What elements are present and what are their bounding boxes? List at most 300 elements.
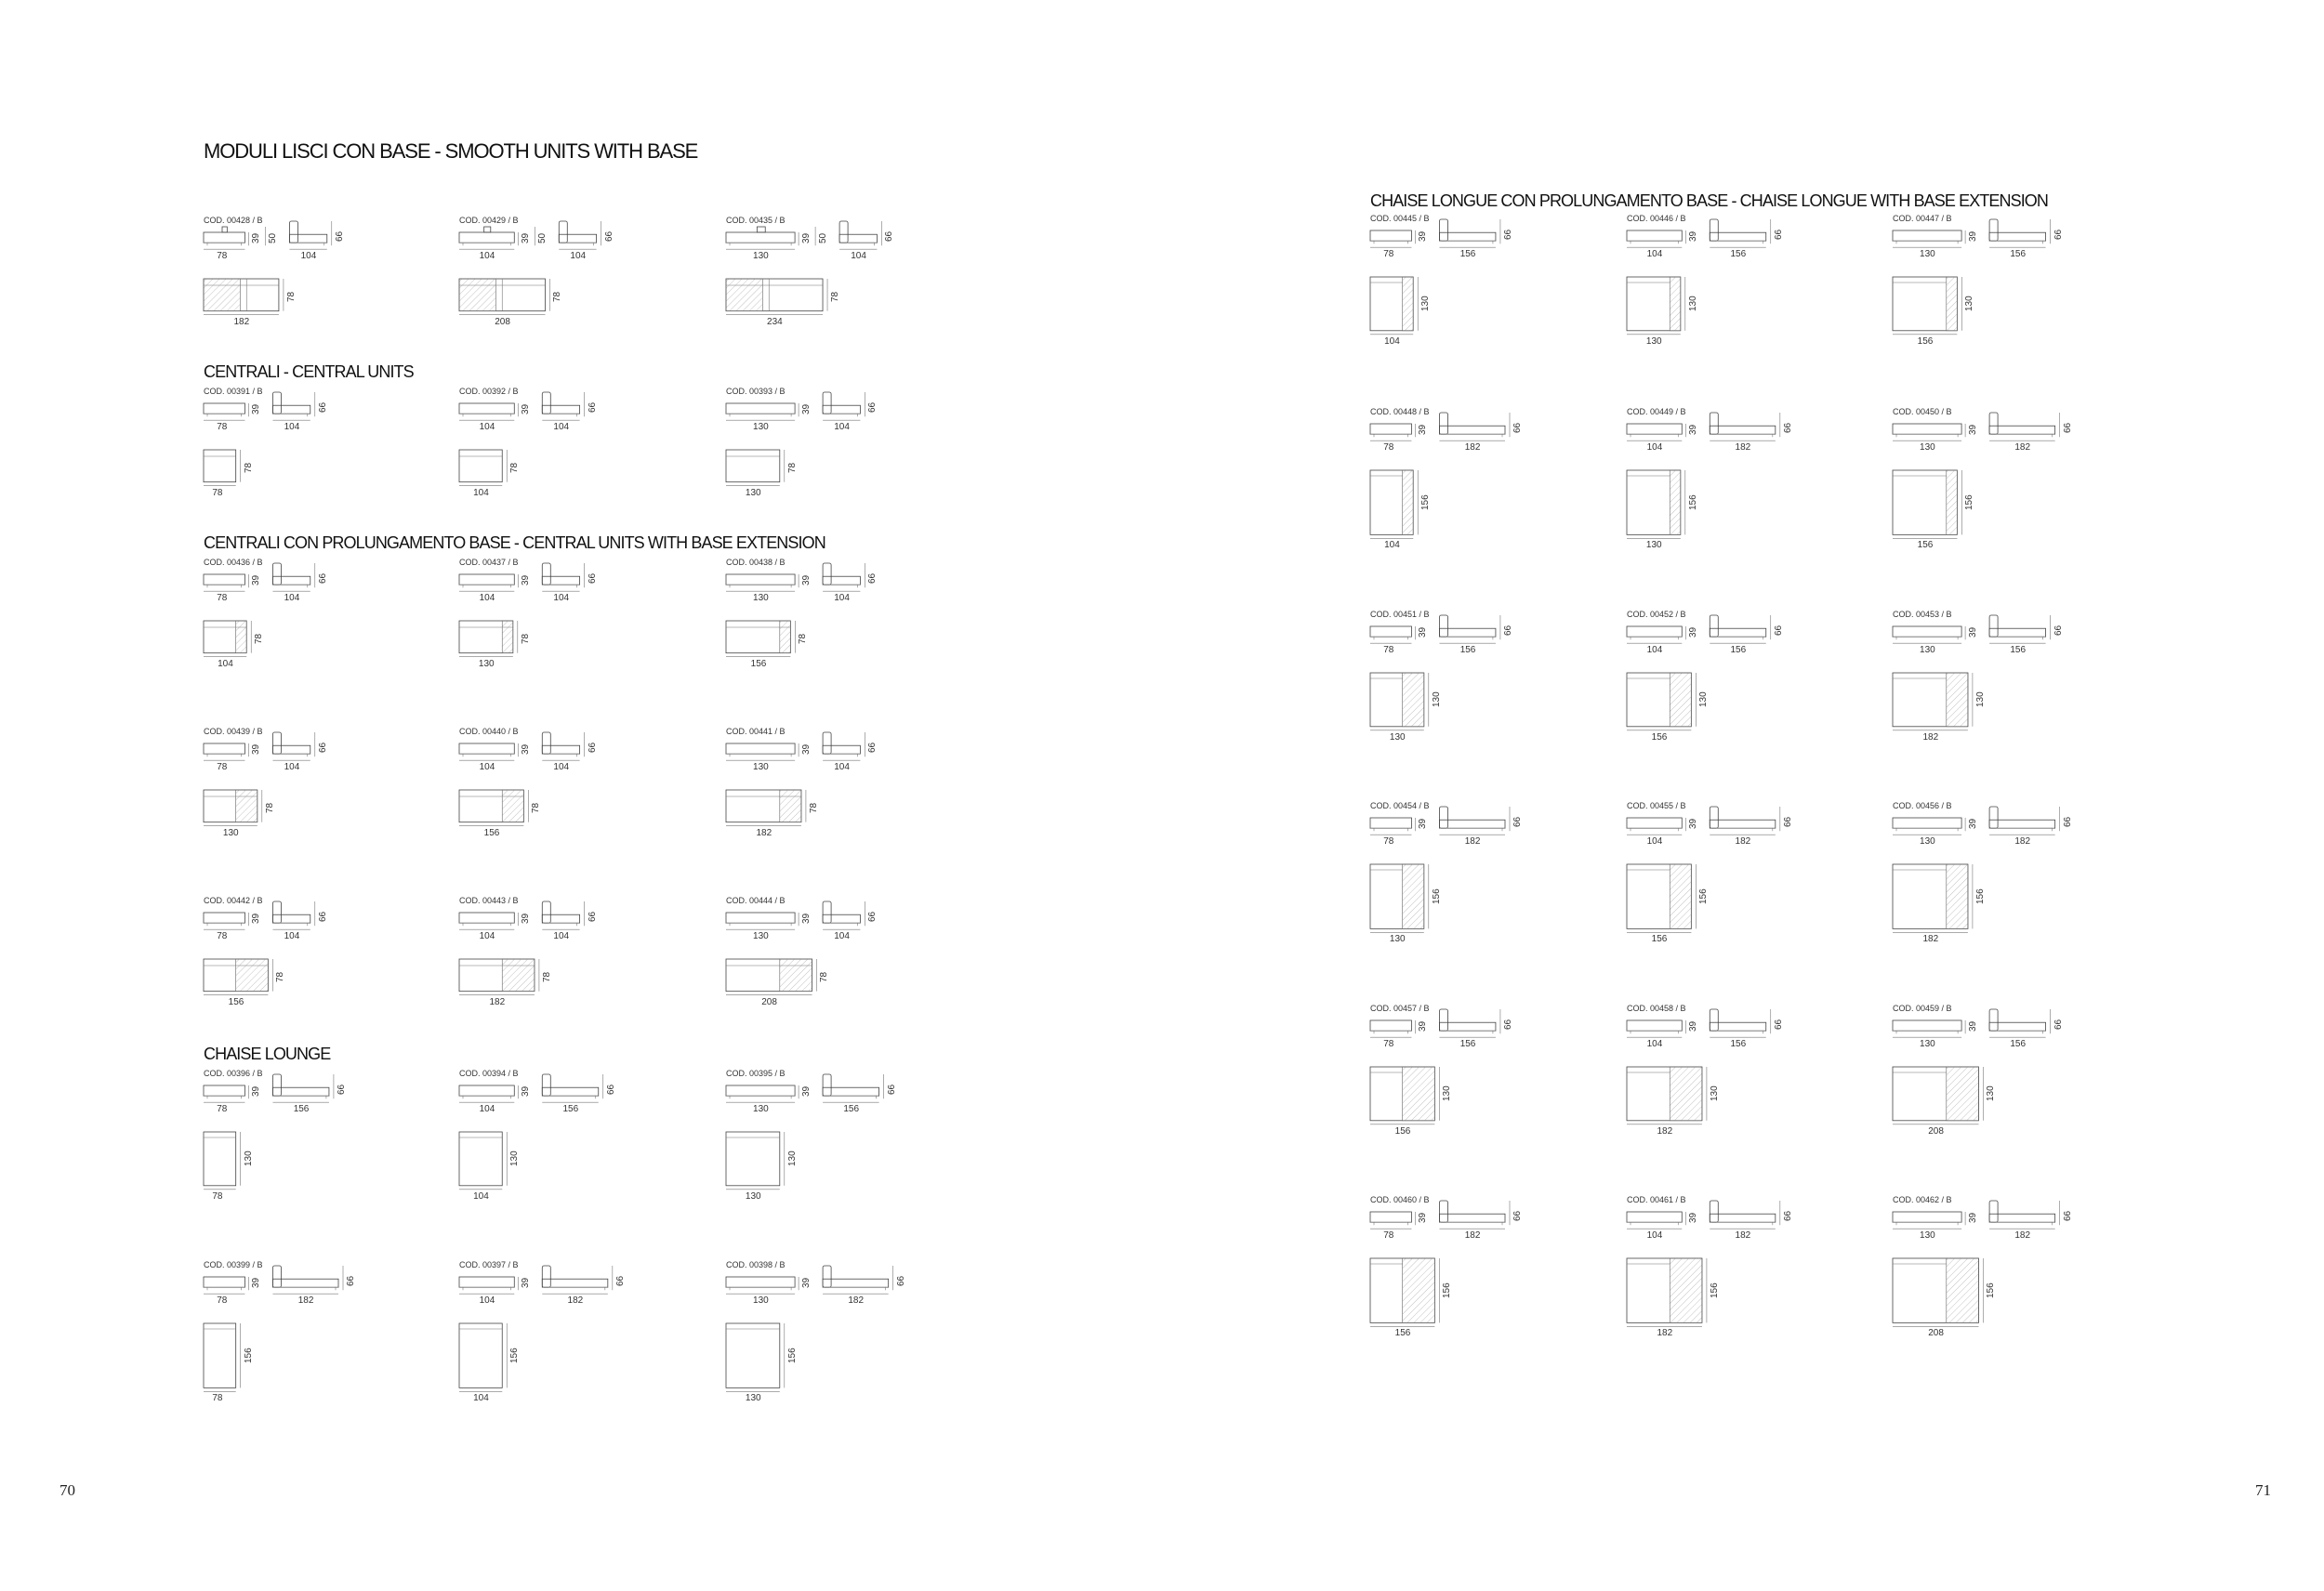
plan-depth-label: 78 xyxy=(243,463,254,474)
plan-width-label: 208 xyxy=(1928,1328,1944,1339)
height-label: 39 xyxy=(521,1086,532,1098)
side-depth-label: 182 xyxy=(1735,1230,1751,1242)
module-drawing xyxy=(1893,214,2134,386)
side-depth-label: 156 xyxy=(2010,1039,2027,1050)
height-label: 39 xyxy=(1688,425,1699,436)
height-label: 39 xyxy=(1418,627,1429,638)
side-view-back xyxy=(272,1074,281,1096)
plan-width-label: 182 xyxy=(1922,731,1939,743)
page-number-left: 70 xyxy=(59,1481,75,1499)
plan-depth-label: 156 xyxy=(1964,493,1975,510)
height-label: 39 xyxy=(1688,627,1699,638)
height-label: 39 xyxy=(1688,1021,1699,1032)
module-card xyxy=(1627,610,1868,782)
module-drawing xyxy=(459,727,701,899)
module-card xyxy=(459,387,701,559)
plan-view-hatch xyxy=(1670,1258,1702,1322)
module-drawing xyxy=(1627,801,1868,973)
module-drawing xyxy=(1893,1195,2134,1367)
front-view-seat xyxy=(459,1277,514,1287)
side-view-back xyxy=(1989,413,1998,434)
plan-view-outline xyxy=(459,1132,502,1186)
side-height-label: 66 xyxy=(587,911,598,922)
plan-width-label: 130 xyxy=(1389,731,1406,743)
plan-depth-label: 78 xyxy=(285,292,297,303)
side-height-label: 66 xyxy=(1512,422,1523,433)
side-depth-label: 156 xyxy=(1459,249,1476,260)
module-card xyxy=(726,896,968,1068)
module-code: COD. 00458 / B xyxy=(1627,1004,1686,1013)
height-label: 39 xyxy=(1968,819,1979,830)
side-height-label: 66 xyxy=(2053,625,2064,636)
height-label: 39 xyxy=(521,1278,532,1289)
module-drawing xyxy=(726,727,968,899)
plan-view-hatch xyxy=(1403,1258,1435,1322)
module-card xyxy=(204,1069,445,1241)
plan-view-hatch xyxy=(1947,1067,1979,1121)
module-card xyxy=(726,1069,968,1241)
plan-view-hatch xyxy=(459,279,495,311)
side-view-seat xyxy=(823,1279,889,1287)
module-card xyxy=(1893,610,2134,782)
side-view-seat xyxy=(272,405,310,414)
module-code: COD. 00459 / B xyxy=(1893,1004,1952,1013)
module-card xyxy=(1627,801,1868,973)
front-width-label: 78 xyxy=(217,1104,228,1115)
side-depth-label: 182 xyxy=(2014,1230,2031,1242)
side-height-label: 66 xyxy=(867,572,878,584)
module-code: COD. 00396 / B xyxy=(204,1069,263,1078)
side-view-back xyxy=(542,392,550,414)
side-height-label: 66 xyxy=(336,1084,347,1095)
plan-depth-label: 130 xyxy=(1709,1085,1720,1101)
module-card xyxy=(1627,214,1868,386)
module-card xyxy=(1893,801,2134,973)
front-view-seat xyxy=(1370,1212,1411,1222)
module-card xyxy=(726,387,968,559)
module-drawing xyxy=(1370,801,1612,973)
front-width-label: 78 xyxy=(1383,836,1394,848)
height-label: 39 xyxy=(251,575,262,586)
height-label: 39 xyxy=(801,233,812,244)
side-height-label: 66 xyxy=(346,1275,356,1286)
height-label: 39 xyxy=(251,233,262,244)
module-card xyxy=(1627,1195,1868,1367)
module-card xyxy=(204,1260,445,1432)
front-width-label: 78 xyxy=(1383,645,1394,656)
front-width-label: 130 xyxy=(753,1104,769,1115)
plan-view-hatch xyxy=(1670,1067,1702,1121)
height-label: 39 xyxy=(521,914,532,925)
module-drawing xyxy=(726,387,968,559)
height-label: 39 xyxy=(1418,819,1429,830)
side-depth-label: 156 xyxy=(1459,645,1476,656)
plan-view-hatch xyxy=(1403,277,1414,331)
front-view-seat xyxy=(204,913,244,923)
plan-view-hatch xyxy=(236,959,269,992)
side-depth-label: 182 xyxy=(2014,442,2031,454)
side-depth-label: 182 xyxy=(1464,442,1481,454)
plan-depth-label: 78 xyxy=(552,292,563,303)
side-height-label: 66 xyxy=(334,230,345,242)
side-depth-label: 104 xyxy=(570,251,587,262)
side-depth-label: 182 xyxy=(297,1295,314,1307)
module-card xyxy=(1370,407,1612,579)
module-drawing xyxy=(1370,214,1612,386)
height-label: 39 xyxy=(801,744,812,756)
plan-view-hatch xyxy=(502,959,535,992)
plan-width-label: 130 xyxy=(745,1393,761,1404)
side-height-label: 66 xyxy=(1782,1210,1793,1221)
module-code: COD. 00453 / B xyxy=(1893,610,1952,619)
side-depth-label: 156 xyxy=(2010,249,2027,260)
front-view-seat xyxy=(1893,1020,1961,1031)
side-height-label: 66 xyxy=(614,1275,626,1286)
side-height-label: 66 xyxy=(1502,1019,1513,1030)
module-code: COD. 00441 / B xyxy=(726,727,786,736)
plan-width-label: 182 xyxy=(233,316,250,327)
module-card xyxy=(1893,214,2134,386)
side-view-back xyxy=(1989,807,1998,828)
front-width-label: 78 xyxy=(217,422,228,433)
module-drawing xyxy=(726,1069,968,1241)
plan-depth-label: 78 xyxy=(264,803,275,814)
front-width-label: 130 xyxy=(753,1295,769,1307)
side-view-back xyxy=(1989,219,1998,241)
module-card xyxy=(459,558,701,730)
module-card xyxy=(1627,1004,1868,1176)
front-width-label: 104 xyxy=(479,1104,495,1115)
plan-width-label: 78 xyxy=(212,1393,223,1404)
side-view-seat xyxy=(1989,820,2055,828)
plan-view-hatch xyxy=(236,621,247,653)
front-view-seat xyxy=(204,1085,244,1096)
plan-depth-label: 156 xyxy=(243,1347,254,1363)
module-code: COD. 00398 / B xyxy=(726,1260,786,1269)
side-view-seat xyxy=(542,405,579,414)
side-depth-label: 156 xyxy=(1730,249,1747,260)
side-view-seat xyxy=(823,405,860,414)
side-view-seat xyxy=(1710,1214,1776,1222)
side-height-label: 66 xyxy=(317,911,328,922)
plan-view-hatch xyxy=(1403,1067,1435,1121)
front-width-label: 130 xyxy=(753,931,769,942)
plan-depth-label: 156 xyxy=(1442,1282,1453,1298)
plan-depth-label: 130 xyxy=(1974,691,1986,707)
side-view-seat xyxy=(1710,820,1776,828)
side-view-back xyxy=(542,1074,550,1096)
side-depth-label: 182 xyxy=(1464,836,1481,848)
side-depth-label: 104 xyxy=(553,593,570,604)
side-depth-label: 104 xyxy=(834,762,850,773)
front-view-seat xyxy=(1627,1212,1682,1222)
height-label: 39 xyxy=(521,233,532,244)
module-drawing xyxy=(204,1260,445,1432)
front-view-seat xyxy=(204,743,244,754)
module-drawing xyxy=(726,216,968,388)
front-view-seat xyxy=(1370,1020,1411,1031)
side-height-label: 66 xyxy=(317,572,328,584)
plan-depth-label: 156 xyxy=(1974,888,1986,904)
front-width-label: 104 xyxy=(479,1295,495,1307)
module-code: COD. 00449 / B xyxy=(1627,407,1686,416)
side-height-label: 66 xyxy=(1502,625,1513,636)
height-label: 39 xyxy=(251,404,262,415)
module-card xyxy=(1893,1004,2134,1176)
plan-width-label: 156 xyxy=(1394,1328,1411,1339)
side-depth-label: 104 xyxy=(553,762,570,773)
side-height-label: 66 xyxy=(1502,229,1513,240)
module-drawing xyxy=(459,1069,701,1241)
plan-view-hatch xyxy=(502,621,513,653)
plan-depth-label: 156 xyxy=(1687,493,1698,510)
module-drawing xyxy=(1893,610,2134,782)
front-view-seat xyxy=(1370,818,1411,828)
plan-view-hatch xyxy=(726,279,762,311)
plan-width-label: 78 xyxy=(212,487,223,498)
side-view-back xyxy=(542,1266,550,1287)
front-width-label: 104 xyxy=(479,931,495,942)
side-depth-label: 104 xyxy=(300,251,317,262)
plan-depth-label: 130 xyxy=(509,1151,521,1166)
front-width-label: 78 xyxy=(1383,249,1394,260)
front-view-back xyxy=(484,227,491,232)
plan-view-hatch xyxy=(1670,277,1681,331)
side-depth-label: 104 xyxy=(834,931,850,942)
side-view-back xyxy=(1710,1201,1718,1222)
side-view-back xyxy=(1439,219,1447,241)
back-height-label: 50 xyxy=(268,233,279,244)
front-width-label: 104 xyxy=(479,251,495,262)
module-code: COD. 00462 / B xyxy=(1893,1195,1952,1204)
front-view-seat xyxy=(1627,424,1682,434)
height-label: 39 xyxy=(1968,1021,1979,1032)
front-width-label: 104 xyxy=(479,593,495,604)
side-view-back xyxy=(542,901,550,923)
module-card xyxy=(204,896,445,1068)
front-width-label: 78 xyxy=(217,1295,228,1307)
side-view-seat xyxy=(542,576,579,585)
module-drawing xyxy=(1370,1004,1612,1176)
plan-view-hatch xyxy=(1670,864,1691,928)
front-view-seat xyxy=(204,574,244,585)
height-label: 39 xyxy=(1688,231,1699,243)
side-depth-label: 182 xyxy=(567,1295,584,1307)
side-height-label: 66 xyxy=(603,230,614,242)
side-view-seat xyxy=(289,234,326,243)
front-view-seat xyxy=(1893,818,1961,828)
module-card xyxy=(1893,1195,2134,1367)
module-code: COD. 00436 / B xyxy=(204,558,263,567)
plan-view-hatch xyxy=(1670,673,1691,727)
side-depth-label: 156 xyxy=(1730,1039,1747,1050)
side-height-label: 66 xyxy=(1773,625,1784,636)
side-depth-label: 182 xyxy=(1464,1230,1481,1242)
module-code: COD. 00395 / B xyxy=(726,1069,786,1078)
side-height-label: 66 xyxy=(587,572,598,584)
plan-view-outline xyxy=(204,1132,236,1186)
plan-view-hatch xyxy=(1947,277,1958,331)
module-card xyxy=(726,216,968,388)
front-width-label: 78 xyxy=(217,931,228,942)
side-view-seat xyxy=(1989,1214,2055,1222)
plan-view-hatch xyxy=(236,790,257,822)
plan-depth-label: 156 xyxy=(1420,493,1432,510)
module-drawing xyxy=(1627,1004,1868,1176)
front-view-seat xyxy=(1370,424,1411,434)
module-drawing xyxy=(726,896,968,1068)
plan-depth-label: 78 xyxy=(541,972,552,983)
side-view-back xyxy=(1710,615,1718,637)
module-card xyxy=(459,896,701,1068)
plan-width-label: 156 xyxy=(750,658,767,669)
module-drawing xyxy=(204,1069,445,1241)
back-height-label: 50 xyxy=(818,233,829,244)
side-view-back xyxy=(272,563,281,585)
front-view-seat xyxy=(726,1085,795,1096)
module-drawing xyxy=(726,558,968,730)
plan-width-label: 104 xyxy=(473,487,489,498)
module-drawing xyxy=(726,1260,968,1432)
side-view-seat xyxy=(272,576,310,585)
module-card xyxy=(1893,407,2134,579)
front-view-seat xyxy=(1893,424,1961,434)
back-height-label: 50 xyxy=(537,233,548,244)
plan-depth-label: 130 xyxy=(1431,691,1442,707)
plan-depth-label: 78 xyxy=(830,292,841,303)
front-view-seat xyxy=(1627,818,1682,828)
front-width-label: 104 xyxy=(1646,442,1663,454)
plan-view-hatch xyxy=(780,790,801,822)
plan-depth-label: 78 xyxy=(520,634,531,645)
side-view-back xyxy=(823,392,831,414)
plan-depth-label: 78 xyxy=(808,803,819,814)
plan-depth-label: 78 xyxy=(798,634,809,645)
module-drawing xyxy=(1370,610,1612,782)
front-view-seat xyxy=(204,232,244,243)
module-drawing xyxy=(459,387,701,559)
module-code: COD. 00447 / B xyxy=(1893,214,1952,223)
module-card xyxy=(1627,407,1868,579)
plan-width-label: 156 xyxy=(1394,1125,1411,1137)
side-height-label: 66 xyxy=(605,1084,616,1095)
front-view-seat xyxy=(726,403,795,414)
side-depth-label: 182 xyxy=(848,1295,865,1307)
module-code: COD. 00448 / B xyxy=(1370,407,1430,416)
height-label: 39 xyxy=(521,404,532,415)
module-code: COD. 00455 / B xyxy=(1627,801,1686,810)
side-height-label: 66 xyxy=(1773,1019,1784,1030)
plan-depth-label: 130 xyxy=(1420,296,1432,311)
plan-depth-label: 156 xyxy=(1986,1282,1997,1298)
plan-width-label: 130 xyxy=(745,487,761,498)
front-width-label: 130 xyxy=(753,422,769,433)
module-drawing xyxy=(1893,407,2134,579)
side-view-back xyxy=(823,1074,831,1096)
module-card xyxy=(726,727,968,899)
side-view-back xyxy=(542,563,550,585)
module-code: COD. 00457 / B xyxy=(1370,1004,1430,1013)
module-card xyxy=(204,387,445,559)
module-code: COD. 00393 / B xyxy=(726,387,786,396)
front-width-label: 104 xyxy=(479,762,495,773)
side-depth-label: 104 xyxy=(553,931,570,942)
front-width-label: 78 xyxy=(217,251,228,262)
plan-width-label: 208 xyxy=(1928,1125,1944,1137)
height-label: 39 xyxy=(251,1086,262,1098)
side-depth-label: 104 xyxy=(851,251,866,262)
front-width-label: 130 xyxy=(1920,249,1935,260)
plan-width-label: 156 xyxy=(228,996,244,1007)
side-view-seat xyxy=(542,1279,608,1287)
module-code: COD. 00443 / B xyxy=(459,896,519,905)
front-view-seat xyxy=(1370,626,1411,637)
side-view-seat xyxy=(823,745,860,754)
front-width-label: 104 xyxy=(479,422,495,433)
side-depth-label: 182 xyxy=(1735,442,1751,454)
side-view-back xyxy=(1989,1201,1998,1222)
side-view-back xyxy=(823,563,831,585)
side-view-back xyxy=(1989,1009,1998,1031)
side-view-back xyxy=(1710,413,1718,434)
height-label: 39 xyxy=(521,575,532,586)
plan-width-label: 78 xyxy=(212,1190,223,1202)
section-title-chaise-longue-ext: CHAISE LONGUE CON PROLUNGAMENTO BASE - CHAISE LONGUE WITH BASE EXTENSION xyxy=(1370,191,2049,210)
side-view-seat xyxy=(823,576,860,585)
side-depth-label: 104 xyxy=(284,593,300,604)
module-code: COD. 00392 / B xyxy=(459,387,519,396)
module-card xyxy=(459,1260,701,1432)
side-view-seat xyxy=(542,745,579,754)
plan-view-hatch xyxy=(1947,864,1968,928)
height-label: 39 xyxy=(251,744,262,756)
height-label: 39 xyxy=(251,1278,262,1289)
plan-width-label: 130 xyxy=(1389,934,1406,945)
side-height-label: 66 xyxy=(867,401,878,413)
module-code: COD. 00444 / B xyxy=(726,896,786,905)
height-label: 39 xyxy=(1968,1213,1979,1224)
front-view-seat xyxy=(1893,626,1961,637)
module-code: COD. 00440 / B xyxy=(459,727,519,736)
plan-view-hatch xyxy=(1670,470,1681,534)
side-height-label: 66 xyxy=(317,401,328,413)
plan-depth-label: 130 xyxy=(1986,1085,1997,1101)
side-view-seat xyxy=(272,1279,338,1287)
side-view-seat xyxy=(1439,426,1505,434)
side-depth-label: 182 xyxy=(1735,836,1751,848)
page-number-right: 71 xyxy=(2255,1481,2271,1499)
front-width-label: 130 xyxy=(1920,1039,1935,1050)
front-width-label: 130 xyxy=(1920,1230,1935,1242)
side-height-label: 66 xyxy=(867,742,878,753)
module-card xyxy=(459,216,701,388)
plan-depth-label: 130 xyxy=(1442,1085,1453,1101)
side-view-back xyxy=(542,732,550,754)
module-code: COD. 00391 / B xyxy=(204,387,263,396)
front-width-label: 130 xyxy=(753,251,769,262)
side-view-back xyxy=(823,732,831,754)
front-width-label: 130 xyxy=(753,762,769,773)
front-view-seat xyxy=(1627,1020,1682,1031)
plan-width-label: 104 xyxy=(1384,335,1400,347)
side-height-label: 66 xyxy=(886,1084,897,1095)
plan-depth-label: 130 xyxy=(1687,296,1698,311)
plan-depth-label: 156 xyxy=(786,1347,798,1363)
front-width-label: 104 xyxy=(1646,1230,1663,1242)
side-view-seat xyxy=(272,745,310,754)
front-view-seat xyxy=(726,574,795,585)
plan-width-label: 156 xyxy=(483,827,500,838)
